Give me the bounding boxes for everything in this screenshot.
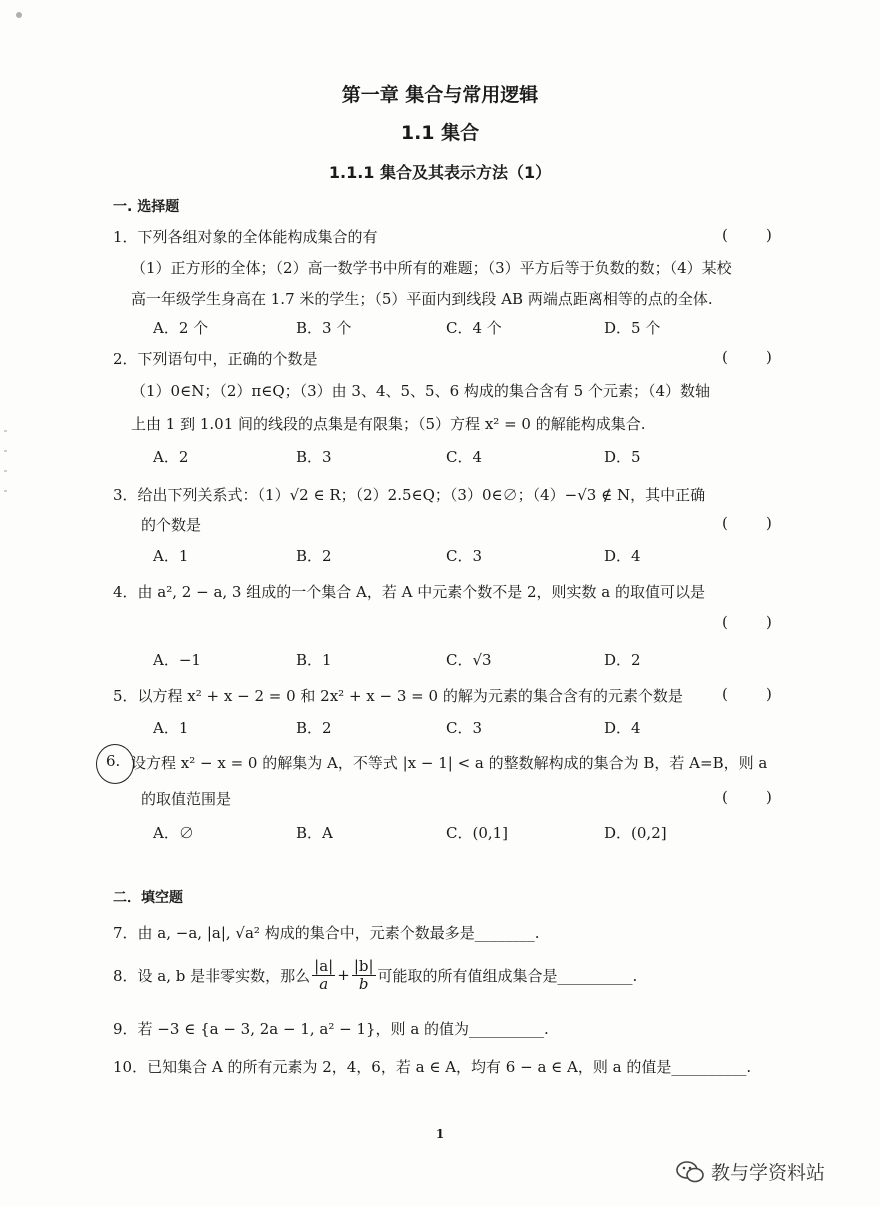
q3-line2: 的个数是 [141, 516, 202, 534]
q8-suffix: 可能取的所有值组成集合是__________. [377, 966, 638, 985]
scan-speck [4, 430, 7, 432]
page-number: 1 [435, 1127, 445, 1141]
scan-speck [4, 490, 7, 492]
q8-plus: + [337, 966, 350, 984]
q1-option-c: C．4 个 [446, 319, 502, 337]
q2-option-d: D．5 [604, 448, 641, 466]
part2-title: 二．填空题 [113, 890, 183, 906]
q5-stem: 5．以方程 x² + x − 2 = 0 和 2x² + x − 3 = 0 的解为元素的集合含有的元素个数是 [113, 687, 683, 705]
q8-frac2-num: |b| [353, 957, 374, 975]
q6-option-b: B．A [296, 824, 333, 842]
scan-speck [16, 12, 22, 18]
q6-number: 6. [106, 752, 121, 770]
q1-stem: 1．下列各组对象的全体能构成集合的有 [113, 228, 378, 246]
q8-prefix: 8．设 a, b 是非零实数，那么 [113, 966, 311, 985]
q6-line2: 的取值范围是 [141, 790, 232, 808]
q6-stem: 设方程 x² − x = 0 的解集为 A，不等式 |x − 1| < a 的整数解构成的集合为 B，若 A=B，则 a [131, 754, 768, 772]
answer-paren: ( ) [722, 613, 772, 631]
q2-option-b: B．3 [296, 448, 332, 466]
section-title: 1.1 集合 [400, 122, 480, 144]
chapter-title: 第一章 集合与常用逻辑 [341, 84, 539, 106]
answer-paren: ( ) [722, 685, 772, 703]
q1-option-b: B．3 个 [296, 319, 352, 337]
q5-option-c: C．3 [446, 719, 483, 737]
q5-option-a: A．1 [153, 719, 189, 737]
answer-paren: ( ) [722, 514, 772, 532]
q2-option-a: A．2 [153, 448, 189, 466]
q7: 7．由 a, −a, |a|, √a² 构成的集合中，元素个数最多是________. [113, 924, 540, 942]
q10: 10．已知集合 A 的所有元素为 2，4，6，若 a ∈ A，均有 6 − a ∈ A，则 a 的值是__________. [113, 1058, 752, 1076]
q1-line2: （1）正方形的全体；（2）高一数学书中所有的难题；（3）平方后等于负数的数；（4）某校 [131, 259, 732, 277]
scan-speck [4, 470, 7, 472]
q8-frac1-den: a [319, 974, 329, 993]
q1-option-d: D．5 个 [604, 319, 661, 337]
q6-option-d: D．(0,2] [604, 824, 667, 842]
answer-paren: ( ) [722, 348, 772, 366]
q2-line3: 上由 1 到 1.01 间的线段的点集是有限集；（5）方程 x² = 0 的解能构成集合. [131, 415, 646, 433]
q2-stem: 2．下列语句中，正确的个数是 [113, 350, 318, 368]
q8-fraction-1 [312, 958, 335, 992]
q6-option-c: C．(0,1] [446, 824, 509, 842]
subsection-title: 1.1.1 集合及其表示方法（1） [328, 163, 552, 182]
q1-line3: 高一年级学生身高在 1.7 米的学生；（5）平面内到线段 AB 两端点距离相等的点的全体. [131, 290, 713, 308]
q4-option-a: A．−1 [153, 651, 201, 669]
q5-option-d: D．4 [604, 719, 641, 737]
scan-speck [4, 450, 7, 452]
q3-option-b: B．2 [296, 547, 332, 565]
q5-option-b: B．2 [296, 719, 332, 737]
q2-line2: （1）0∈N；（2）π∈Q；（3）由 3、4、5、5、6 构成的集合含有 5 个元素；（4）数轴 [131, 382, 711, 400]
answer-paren: ( ) [722, 788, 772, 806]
q6-option-a: A．∅ [153, 824, 194, 842]
q8 [113, 958, 637, 992]
part1-title: 一. 选择题 [113, 199, 180, 215]
q8-frac1-num: |a| [314, 957, 334, 975]
q4-option-c: C．√3 [446, 651, 492, 669]
q3-option-a: A．1 [153, 547, 189, 565]
q4-option-d: D．2 [604, 651, 641, 669]
q8-fraction-2 [352, 958, 376, 992]
q9: 9．若 −3 ∈ {a − 3, 2a − 1, a² − 1}，则 a 的值为__________. [113, 1020, 549, 1038]
q4-option-b: B．1 [296, 651, 332, 669]
q3-stem: 3．给出下列关系式：（1）√2 ∈ R；（2）2.5∈Q；（3）0∈∅；（4）−√3 ∉ N，其中正确 [113, 486, 706, 504]
q2-option-c: C．4 [446, 448, 483, 466]
watermark [675, 1158, 825, 1185]
watermark-text: 教与学资料站 [711, 1162, 826, 1184]
q4-stem: 4．由 a², 2 − a, 3 组成的一个集合 A，若 A 中元素个数不是 2，则实数 a 的取值可以是 [113, 583, 706, 601]
wechat-icon [675, 1159, 705, 1185]
answer-paren: ( ) [722, 226, 772, 244]
q8-frac2-den: b [358, 974, 369, 993]
q3-option-d: D．4 [604, 547, 641, 565]
q1-option-a: A．2 个 [153, 319, 209, 337]
q3-option-c: C．3 [446, 547, 483, 565]
